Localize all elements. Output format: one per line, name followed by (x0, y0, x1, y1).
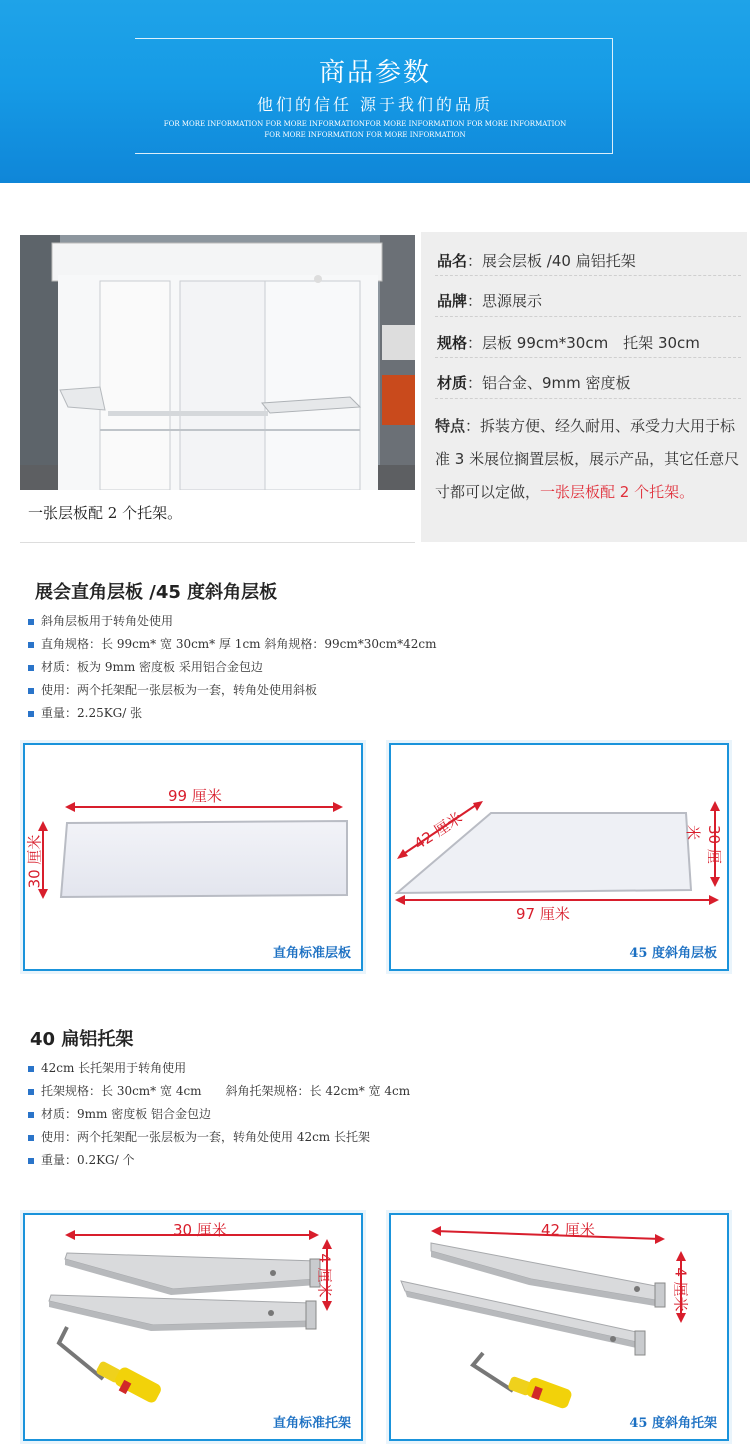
dimension-diag: 42 厘米 (410, 808, 466, 854)
spec-panel (421, 232, 747, 542)
card-label: 直角标准层板 (272, 946, 351, 961)
list-item: 材质：9mm 密度板 铝合金包边 (28, 1103, 410, 1126)
list-item: 使用：两个托架配一张层板为一套，转角处使用 42cm 长托架 (28, 1126, 410, 1149)
card-angled-shelf (389, 743, 729, 971)
card-label: 45 度斜角层板 (629, 946, 717, 961)
dimension-width: 4 厘米 (315, 1253, 334, 1298)
card-straight-bracket (23, 1213, 363, 1441)
card-straight-shelf (23, 743, 363, 971)
spec-material: 材质：铝合金、9mm 密度板 (437, 374, 631, 392)
spec-name: 品名：展会层板 /40 扁铝托架 (437, 252, 636, 270)
dimension-length: 97 厘米 (516, 905, 570, 923)
section2-list (28, 1057, 410, 1172)
banner-title: 商品参数 (318, 58, 431, 88)
spec-feature: 特点：拆装方便、经久耐用、承受力大用于标准 3 米展位搁置层板，展示产品，其它任意尺寸都可以定做，一张层板配 2 个托架。 (435, 417, 740, 501)
card-label: 直角标准托架 (272, 1416, 351, 1431)
booth-photo (20, 235, 415, 490)
section1-title: 展会直角层板 /45 度斜角层板 (35, 582, 278, 603)
card-angled-bracket (389, 1213, 729, 1441)
spec-brand: 品牌：思源展示 (437, 292, 543, 310)
card-label: 45 度斜角托架 (629, 1416, 717, 1431)
list-item: 斜角层板用于转角处使用 (28, 610, 436, 633)
banner-en-line-1: FOR MORE INFORMATION FOR MORE INFORMATIONFOR MORE INFORMATION FOR MORE INFORMATION (163, 120, 567, 128)
list-item: 重量：2.25KG/ 张 (28, 702, 436, 725)
section1-list (28, 610, 436, 725)
dimension-width: 4 厘米 (671, 1267, 690, 1312)
spec-feature-highlight: 一张层板配 2 个托架。 (540, 483, 695, 501)
list-item: 42cm 长托架用于转角使用 (28, 1057, 410, 1080)
photo-caption-text: 一张层板配 2 个托架。 (28, 504, 183, 522)
list-item: 重量：0.2KG/ 个 (28, 1149, 410, 1172)
dimension-width: 30 厘米 (25, 834, 44, 889)
section2-title: 40 扁铝托架 (30, 1029, 134, 1050)
banner-en-line-2: FOR MORE INFORMATION FOR MORE INFORMATION (264, 131, 466, 139)
dimension-length: 99 厘米 (168, 787, 222, 805)
list-item: 直角规格：长 99cm* 宽 30cm* 厚 1cm 斜角规格：99cm*30cm*42cm (28, 633, 436, 656)
dimension-width: 30 厘米 (684, 825, 723, 864)
list-item: 材质：板为 9mm 密度板 采用铝合金包边 (28, 656, 436, 679)
banner-subtitle: 他们的信任 源于我们的品质 (256, 95, 494, 114)
dimension-length: 42 厘米 (541, 1221, 595, 1239)
list-item: 使用：两个托架配一张层板为一套，转角处使用斜板 (28, 679, 436, 702)
list-item: 托架规格：长 30cm* 宽 4cm 斜角托架规格：长 42cm* 宽 4cm (28, 1080, 410, 1103)
dimension-length: 30 厘米 (173, 1221, 227, 1239)
header-banner (0, 0, 750, 183)
photo-caption (20, 490, 415, 543)
spec-size: 规格：层板 99cm*30cm 托架 30cm (437, 334, 700, 352)
